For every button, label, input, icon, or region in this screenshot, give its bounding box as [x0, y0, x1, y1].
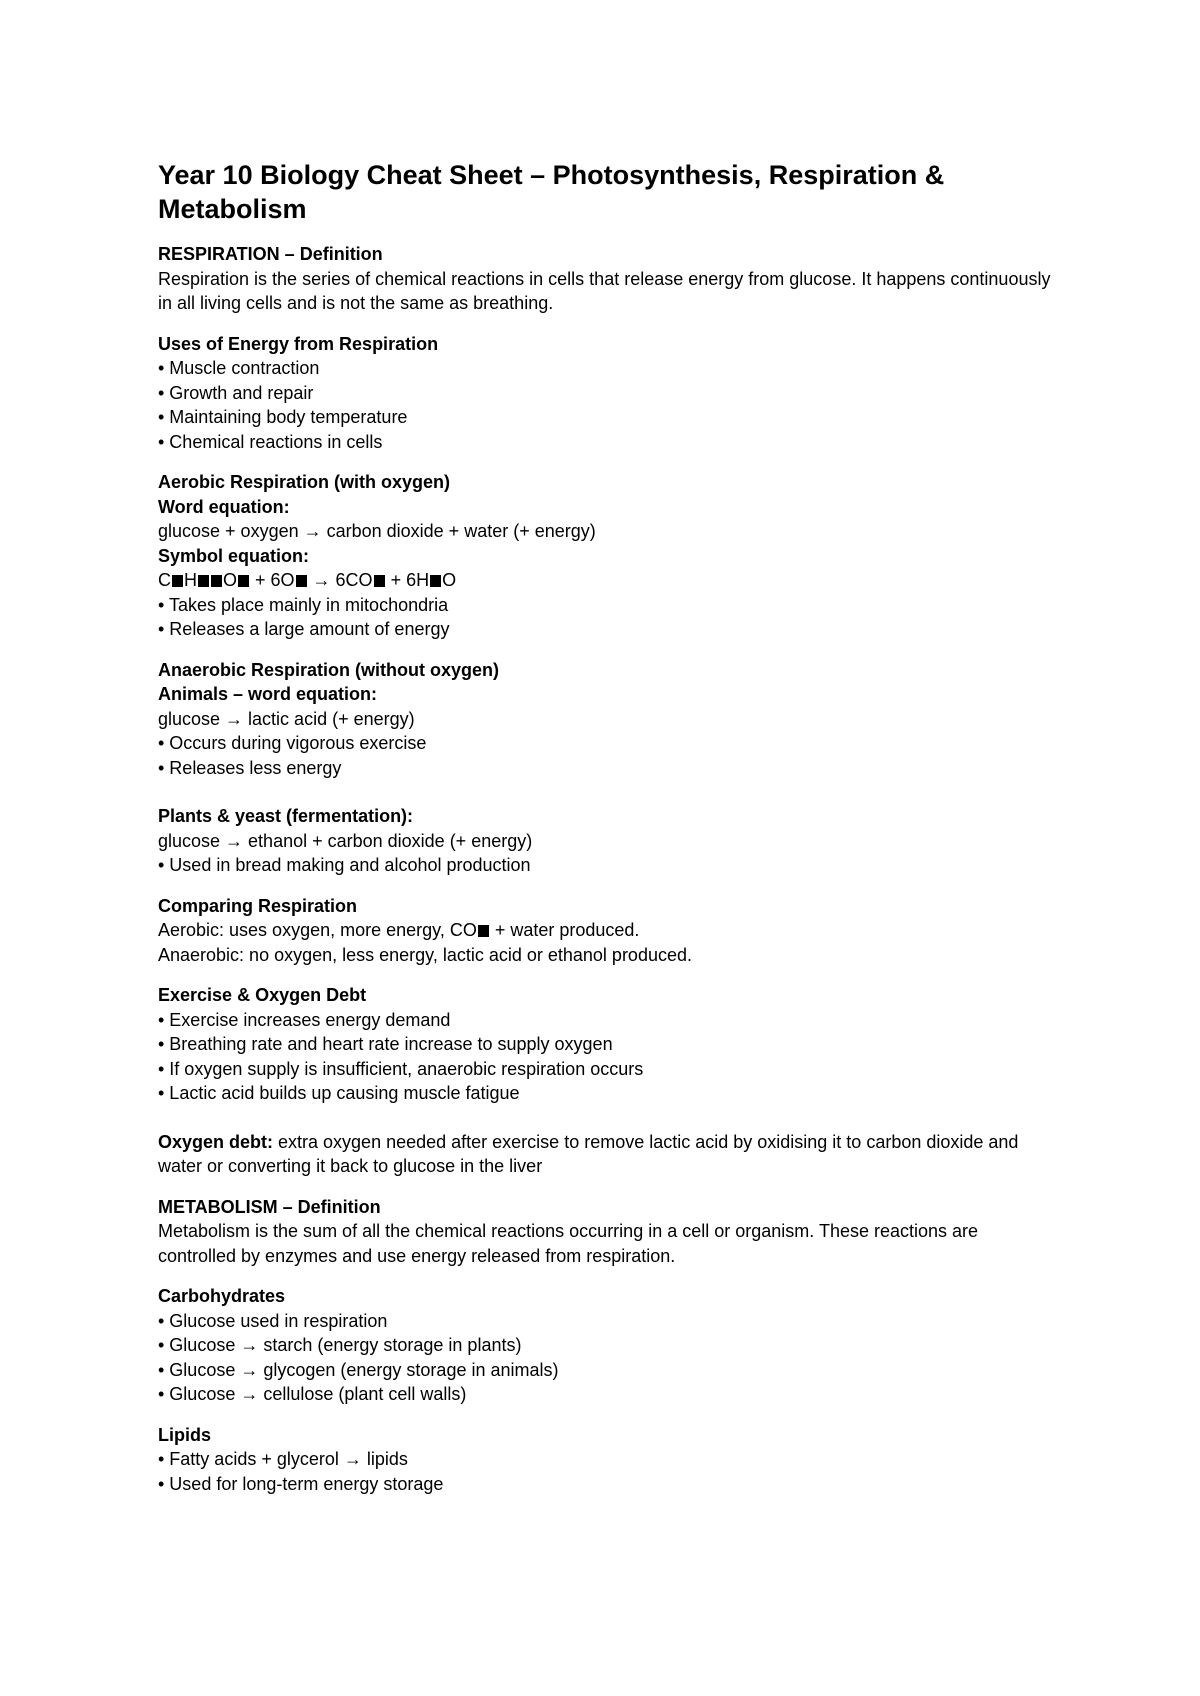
list-item: • Chemical reactions in cells [158, 431, 383, 452]
comparing-heading: Comparing Respiration [158, 895, 358, 916]
list-item: • Growth and repair [158, 382, 314, 403]
animals-word-equation: glucose → lactic acid (+ energy) [158, 708, 415, 729]
list-item: • If oxygen supply is insufficient, anaerobic respiration occurs [158, 1058, 644, 1079]
list-item: • Used for long-term energy storage [158, 1473, 444, 1494]
list-item: • Lactic acid builds up causing muscle fatigue [158, 1083, 520, 1103]
missing-glyph-box [374, 575, 385, 587]
exercise-section [158, 983, 1058, 1179]
fermentation-word-equation: glucose → ethanol + carbon dioxide (+ energy) [158, 830, 533, 851]
plants-yeast-label: Plants & yeast (fermentation): [158, 806, 414, 826]
document-page [158, 158, 1058, 1512]
list-item: • Glucose → cellulose (plant cell walls) [158, 1384, 467, 1404]
missing-glyph-box [172, 575, 183, 587]
aerobic-section [158, 470, 1058, 642]
lipids-section [158, 1423, 1058, 1497]
list-item: • Fatty acids + glycerol → lipids [158, 1449, 408, 1469]
energy-uses-heading: Uses of Energy from Respiration [158, 333, 439, 354]
comparing-section [158, 894, 1058, 968]
list-item: • Releases a large amount of energy [158, 619, 450, 639]
respiration-definition-text: Respiration is the series of chemical reactions in cells that release energy from glucose. It happens continuously in all living cells and is not the same as breathing. [158, 268, 1051, 313]
list-item: • Occurs during vigorous exercise [158, 733, 427, 753]
respiration-definition-heading: RESPIRATION – Definition [158, 244, 383, 264]
comparing-anaerobic: Anaerobic: no oxygen, less energy, lactic acid or ethanol produced. [158, 944, 692, 965]
energy-uses-section [158, 332, 1058, 455]
metabolism-section [158, 1195, 1058, 1269]
missing-glyph-box [198, 575, 209, 587]
exercise-heading: Exercise & Oxygen Debt [158, 985, 367, 1005]
aerobic-word-equation: glucose + oxygen → carbon dioxide + water (+ energy) [158, 521, 596, 541]
comparing-aerobic: Aerobic: uses oxygen, more energy, CO + water produced. [158, 920, 640, 940]
anaerobic-section [158, 658, 1058, 878]
respiration-definition-section [158, 242, 1058, 316]
aerobic-word-equation-label: Word equation: [158, 496, 290, 517]
metabolism-text: Metabolism is the sum of all the chemical reactions occurring in a cell or organism. These reactions are controlled by enzymes and use energy released from respiration. [158, 1221, 979, 1266]
missing-glyph-box [478, 925, 489, 937]
oxygen-debt-label: Oxygen debt: [158, 1131, 274, 1152]
carbohydrates-heading: Carbohydrates [158, 1286, 286, 1306]
list-item: • Maintaining body temperature [158, 407, 408, 427]
missing-glyph-box [296, 575, 307, 587]
aerobic-symbol-equation: C H O + 6O → 6CO + 6H O [158, 570, 457, 590]
missing-glyph-box [211, 575, 222, 587]
carbohydrates-section [158, 1284, 1058, 1407]
animals-equation-label: Animals – word equation: [158, 684, 378, 704]
metabolism-heading: METABOLISM – Definition [158, 1196, 381, 1217]
list-item: • Glucose → starch (energy storage in plants) [158, 1335, 522, 1355]
list-item: • Releases less energy [158, 757, 342, 778]
aerobic-heading: Aerobic Respiration (with oxygen) [158, 472, 451, 492]
list-item: • Exercise increases energy demand [158, 1009, 451, 1030]
lipids-heading: Lipids [158, 1424, 211, 1445]
list-item: • Used in bread making and alcohol production [158, 855, 531, 875]
missing-glyph-box [430, 575, 441, 587]
list-item: • Glucose used in respiration [158, 1310, 388, 1331]
anaerobic-heading: Anaerobic Respiration (without oxygen) [158, 659, 500, 680]
list-item: • Takes place mainly in mitochondria [158, 594, 449, 615]
page-title: Year 10 Biology Cheat Sheet – Photosynthesis, Respiration & Metabolism [158, 160, 945, 224]
oxygen-debt-text: Oxygen debt: extra oxygen needed after exercise to remove lactic acid by oxidising it to carbon dioxide and water or converting it back to glucose in the liver [158, 1131, 1019, 1176]
list-item: • Breathing rate and heart rate increase to supply oxygen [158, 1034, 613, 1054]
list-item: • Muscle contraction [158, 358, 320, 378]
aerobic-symbol-equation-label: Symbol equation: [158, 545, 310, 566]
list-item: • Glucose → glycogen (energy storage in animals) [158, 1359, 559, 1380]
missing-glyph-box [238, 575, 249, 587]
